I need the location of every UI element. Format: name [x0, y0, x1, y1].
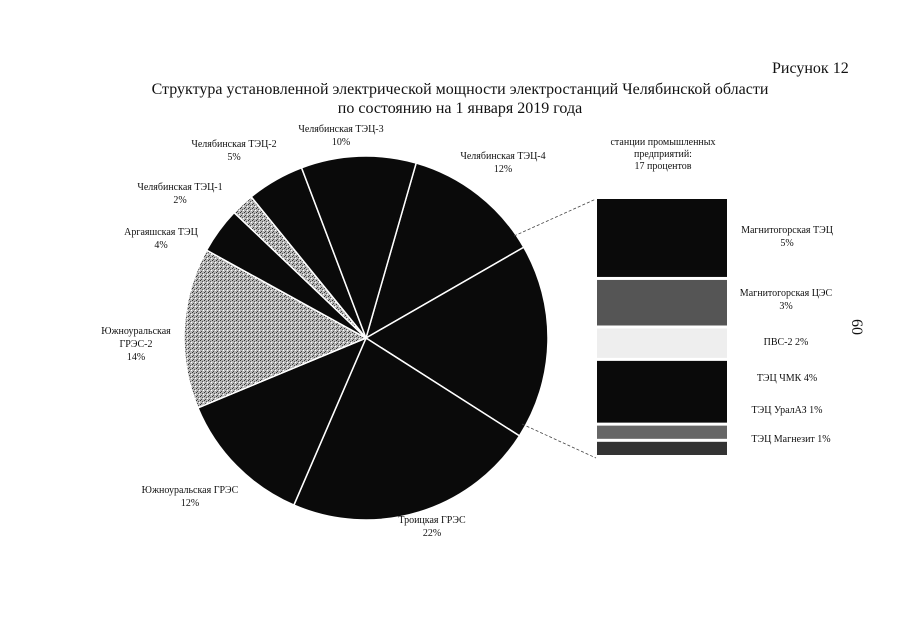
label-industrial-line3: 17 процентов — [634, 161, 692, 172]
label-yuzhnouralsk2-name2: ГРЭС-2 — [119, 339, 153, 350]
label-yuzhnouralsk-value: 12% — [180, 498, 200, 509]
label-tec4-name: Челябинская ТЭЦ-4 — [460, 151, 546, 162]
label-tec3-value: 10% — [331, 137, 351, 148]
breakdown-segment-0 — [597, 199, 727, 277]
label-yuzhnouralsk2-name: Южноуральская — [101, 326, 171, 337]
label-tec2-value: 5% — [227, 152, 241, 163]
label-argayash — [124, 227, 198, 251]
label-tec-uralaz: ТЭЦ УралАЗ 1% — [751, 405, 823, 416]
breakdown-labels — [740, 225, 833, 445]
label-mag-tec-value: 5% — [780, 238, 794, 249]
breakdown-segment-1 — [597, 280, 727, 326]
breakdown-segment-2 — [597, 329, 727, 358]
label-tec2 — [191, 139, 276, 163]
label-yuzhnouralsk — [142, 485, 239, 509]
label-yuzhnouralsk-name: Южноуральская ГРЭС — [141, 485, 239, 496]
label-tec-magnezit: ТЭЦ Магнезит 1% — [751, 434, 831, 445]
chart-title-line2: по состоянию на 1 января 2019 года — [337, 100, 583, 117]
breakdown-segment-3 — [597, 361, 727, 423]
chart-title-line1: Структура установленной электрической мощности электростанций Челябинской области — [151, 81, 769, 98]
label-mag-ces-name: Магнитогорская ЦЭС — [739, 288, 833, 299]
label-tec3-name: Челябинская ТЭЦ-3 — [298, 124, 384, 135]
label-tec3 — [298, 124, 383, 148]
connector-top — [514, 199, 596, 236]
label-tec1-name: Челябинская ТЭЦ-1 — [137, 182, 223, 193]
label-tec1 — [137, 182, 222, 206]
label-yuzhnouralsk2-value: 14% — [126, 352, 146, 363]
page-number: 60 — [848, 319, 865, 335]
connector-bottom — [522, 424, 596, 458]
breakdown-bar — [597, 199, 727, 455]
label-argayash-value: 4% — [154, 240, 168, 251]
label-tec-chmk: ТЭЦ ЧМК 4% — [756, 373, 818, 384]
label-troitsk — [398, 515, 466, 539]
label-industrial-line1: станции промышленных — [610, 137, 716, 148]
label-tec4 — [460, 151, 545, 175]
label-industrial — [610, 137, 715, 172]
label-industrial-line2: предприятий: — [634, 149, 692, 160]
label-pvs2: ПВС-2 2% — [763, 337, 809, 348]
label-tec2-name: Челябинская ТЭЦ-2 — [191, 139, 277, 150]
label-mag-tec-name: Магнитогорская ТЭЦ — [741, 225, 833, 236]
label-mag-ces-value: 3% — [779, 301, 793, 312]
label-argayash-name: Аргаяшская ТЭЦ — [124, 227, 198, 238]
label-yuzhnouralsk2 — [101, 326, 171, 363]
label-tec1-value: 2% — [173, 195, 187, 206]
label-troitsk-value: 22% — [422, 528, 442, 539]
figure-label: Рисунок 12 — [772, 60, 849, 77]
breakdown-segment-5 — [597, 442, 727, 455]
pie-slices — [184, 156, 548, 520]
label-tec4-value: 12% — [493, 164, 513, 175]
label-troitsk-name: Троицкая ГРЭС — [398, 515, 466, 526]
breakdown-segment-4 — [597, 426, 727, 439]
